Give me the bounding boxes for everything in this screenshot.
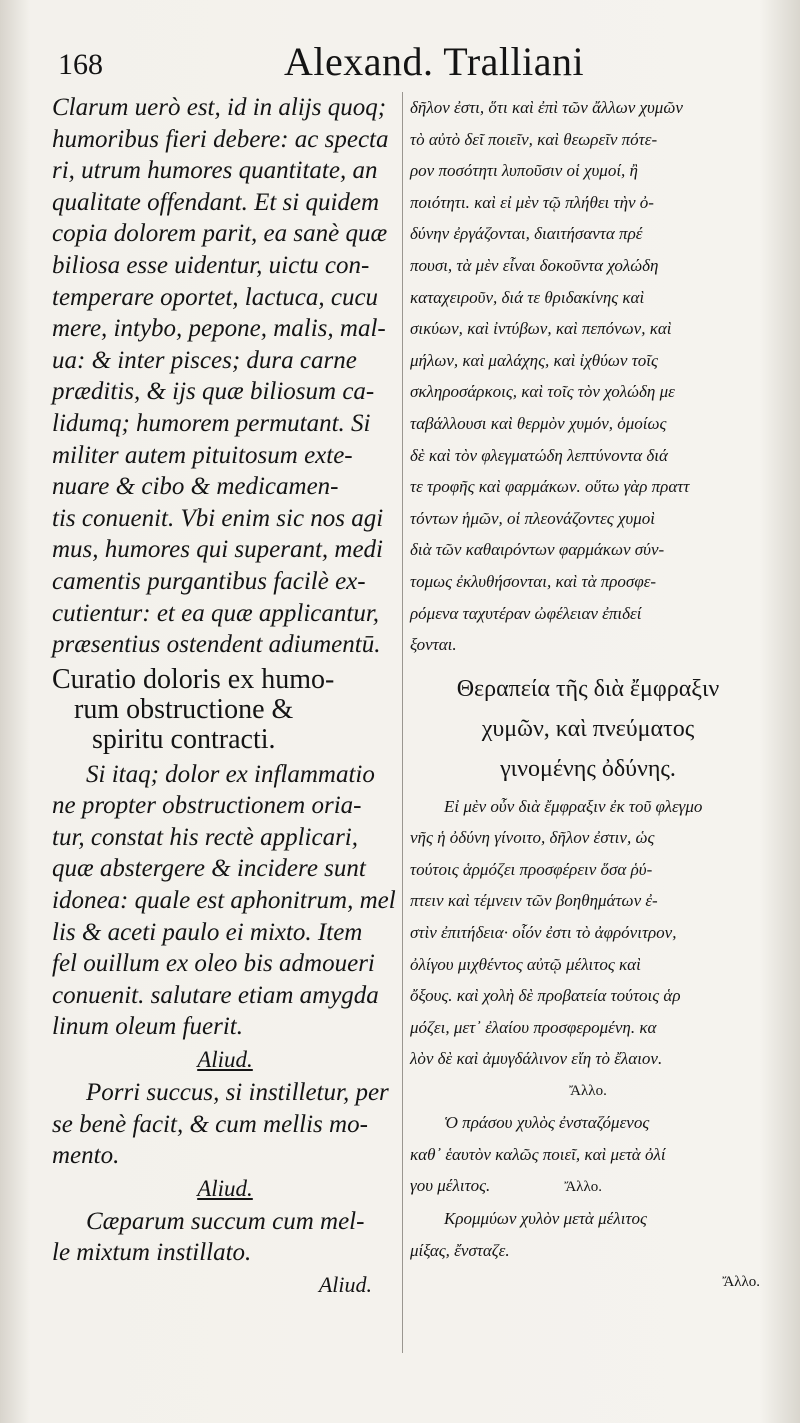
aliud-label: Aliud. bbox=[197, 1175, 253, 1201]
text-line: ὀλίγου μιχθέντος αὐτῷ μέλιτος καὶ bbox=[410, 954, 641, 974]
text-line: cutientur: et ea quæ applicantur, bbox=[52, 599, 380, 627]
text-line: Ὁ πράσου χυλὸς ἐνσταζόμενος bbox=[444, 1113, 650, 1133]
text-line: ua: & inter pisces; dura carne bbox=[52, 346, 357, 374]
greek-paragraph-3 bbox=[410, 1107, 766, 1203]
heading-line: χυμῶν, καὶ πνεύματος bbox=[481, 715, 695, 742]
text-line: lidumq; humorem permutant. Si bbox=[52, 409, 371, 437]
text-line: copia dolorem parit, ea sanè quæ bbox=[52, 220, 388, 248]
text-line: Si itaq; dolor ex inflammatio bbox=[86, 760, 375, 788]
latin-column bbox=[52, 92, 398, 1383]
text-line: linum oleum fuerit. bbox=[52, 1013, 243, 1041]
aliud-label: Aliud. bbox=[197, 1047, 253, 1073]
text-line: præditis, & ijs quæ biliosum ca- bbox=[52, 378, 375, 406]
text-line: ri, utrum humores quantitate, an bbox=[52, 157, 378, 185]
text-line: μόζει, μετ᾽ ἐλαίου προσφερομένη. κα bbox=[410, 1017, 657, 1037]
text-line: Εἰ μὲν οὖν διὰ ἔμφραξιν ἐκ τοῦ φλεγμο bbox=[444, 796, 703, 816]
text-line: τομως ἐκλυθήσονται, καὶ τὰ προσφε- bbox=[410, 571, 657, 591]
text-line: conuenit. salutare etiam amygda bbox=[52, 981, 379, 1009]
text-line: νῆς ἡ ὀδύνη γίνοιτο, δῆλον ἐστιν, ὡς bbox=[410, 828, 655, 848]
text-line: temperare oportet, lactuca, cucu bbox=[52, 283, 379, 311]
column-divider bbox=[402, 92, 403, 1353]
page-header bbox=[52, 39, 585, 90]
text-line: καθ᾽ ἑαυτὸν καλῶς ποιεῖ, καὶ μετὰ ὀλί bbox=[410, 1144, 666, 1164]
text-line: mus, humores qui superant, medi bbox=[52, 536, 384, 564]
text-line: Porri succus, si instilletur, per bbox=[86, 1079, 389, 1107]
aliud-subheading bbox=[52, 1043, 398, 1077]
text-line: στὶν ἐπιτήδεια· οἷόν ἐστι τὸ ἀφρόνιτρον, bbox=[410, 923, 677, 943]
text-line: διὰ τῶν καθαιρόντων φαρμάκων σύν- bbox=[410, 540, 665, 560]
text-line: quæ abstergere & incidere sunt bbox=[52, 855, 366, 883]
greek-paragraph-1 bbox=[410, 92, 766, 661]
text-line: ποιότητι. καὶ εἰ μὲν τῷ πλήθει τὴν ὀ- bbox=[410, 192, 654, 212]
text-line: τόντων ἡμῶν, οἱ πλεονάζοντες χυμοὶ bbox=[410, 508, 655, 528]
text-line: camentis purgantibus facilè ex- bbox=[52, 567, 366, 595]
heading-line: spiritu contracti. bbox=[92, 723, 276, 755]
text-line: δῆλον ἐστι, ὅτι καὶ ἐπὶ τῶν ἄλλων χυμῶν bbox=[410, 98, 683, 117]
latin-paragraph-4 bbox=[52, 1206, 398, 1269]
heading-line: rum obstructione & bbox=[74, 693, 294, 725]
text-line: δὲ καὶ τὸν φλεγματώδη λεπτύνοντα διά bbox=[410, 445, 668, 465]
catchword: Ἄλλο. bbox=[722, 1274, 760, 1291]
greek-column bbox=[410, 92, 766, 1383]
text-line: λὸν δὲ καὶ ἀμυγδάλινον εἴη τὸ ἔλαιον. bbox=[410, 1049, 663, 1069]
text-line: μήλων, καὶ μαλάχης, καὶ ἰχθύων τοῖς bbox=[410, 350, 658, 370]
text-line: nuare & cibo & medicamen- bbox=[52, 473, 339, 501]
allo-subheading: Ἄλλο. bbox=[569, 1083, 607, 1100]
text-line: τούτοις ἁρμόζει προσφέρειν ὅσα ῥύ- bbox=[410, 859, 653, 879]
greek-paragraph-2 bbox=[410, 791, 766, 1075]
catchword: Aliud. bbox=[318, 1272, 372, 1297]
text-line: humoribus fieri debere: ac specta bbox=[52, 125, 389, 153]
text-line: Κρομμύων χυλὸν μετὰ μέλιτος bbox=[444, 1209, 647, 1229]
text-line: idonea: quale est aphonitrum, mel bbox=[52, 887, 396, 915]
text-line: ρόμενα ταχυτέραν ὠφέλειαν ἐπιδεί bbox=[410, 603, 642, 623]
text-line: σκληροσάρκοις, καὶ τοῖς τὸν χολώδη με bbox=[410, 382, 675, 402]
text-line: le mixtum instillato. bbox=[52, 1239, 252, 1267]
text-line: se benè facit, & cum mellis mo- bbox=[52, 1110, 368, 1138]
text-line: πτειν καὶ τέμνειν τῶν βοηθημάτων ἐ- bbox=[410, 891, 658, 911]
text-line: σικύων, καὶ ἰντύβων, καὶ πεπόνων, καὶ bbox=[410, 319, 672, 339]
text-line: lis & aceti paulo ei mixto. Item bbox=[52, 918, 363, 946]
text-line: ταβάλλουσι καὶ θερμὸν χυμόν, ὁμοίως bbox=[410, 413, 667, 433]
text-line: Cæparum succum cum mel- bbox=[86, 1207, 365, 1235]
greek-section-heading bbox=[410, 669, 766, 789]
text-line: Clarum uerò est, id in alijs quoq; bbox=[52, 94, 387, 121]
text-line: δύνην ἐργάζονται, διαιτήσαντα πρέ bbox=[410, 224, 643, 244]
text-line: μίξας, ἔνσταζε. bbox=[410, 1240, 510, 1260]
latin-section-heading bbox=[52, 665, 398, 755]
text-line: τε τροφῆς καὶ φαρμάκων. οὕτω γὰρ πραττ bbox=[410, 477, 690, 497]
latin-paragraph-1 bbox=[52, 92, 398, 661]
text-line: qualitate offendant. Et si quidem bbox=[52, 188, 380, 216]
text-line: fel ouillum ex oleo bis admoueri bbox=[52, 950, 375, 978]
allo-subheading: Ἄλλο. bbox=[564, 1179, 602, 1196]
page-number: 168 bbox=[58, 48, 103, 81]
latin-paragraph-2 bbox=[52, 759, 398, 1043]
text-line: tis conuenit. Vbi enim sic nos agi bbox=[52, 504, 384, 532]
greek-paragraph-4 bbox=[410, 1203, 766, 1266]
text-line: ὄξους. καὶ χολὴ δὲ προβατεία τούτοις ἁρ bbox=[410, 986, 681, 1006]
text-line: τὸ αὐτὸ δεῖ ποιεῖν, καὶ θεωρεῖν πότε- bbox=[410, 129, 658, 149]
text-line: tur, constat his rectè applicari, bbox=[52, 823, 358, 851]
text-line: ξονται. bbox=[410, 635, 457, 655]
text-line: γου μέλιτος. bbox=[410, 1176, 491, 1196]
text-line: mere, intybo, pepone, malis, mal- bbox=[52, 315, 386, 343]
text-line: ρον ποσότητι λυποῦσιν οἱ χυμοί, ἢ bbox=[410, 161, 638, 181]
text-line: mento. bbox=[52, 1142, 120, 1170]
text-line: biliosa esse uidentur, uictu con- bbox=[52, 251, 370, 279]
running-head: Alexand. Tralliani bbox=[284, 39, 585, 84]
text-line: καταχειροῦν, διά τε θριδακίνης καὶ bbox=[410, 287, 645, 307]
heading-line: Θεραπεία τῆς διὰ ἔμφραξιν bbox=[456, 675, 720, 702]
aliud-subheading bbox=[52, 1172, 398, 1206]
text-line: militer autem pituitosum exte- bbox=[52, 441, 353, 469]
text-line: præsentius ostendent adiumentū. bbox=[52, 631, 381, 659]
heading-line: γινομένης ὀδύνης. bbox=[500, 755, 676, 782]
text-line: ne propter obstructionem oria- bbox=[52, 792, 362, 820]
heading-line: Curatio doloris ex humo- bbox=[52, 663, 335, 695]
latin-paragraph-3 bbox=[52, 1077, 398, 1172]
text-line: πουσι, τὰ μὲν εἶναι δοκοῦντα χολώδη bbox=[410, 255, 659, 275]
